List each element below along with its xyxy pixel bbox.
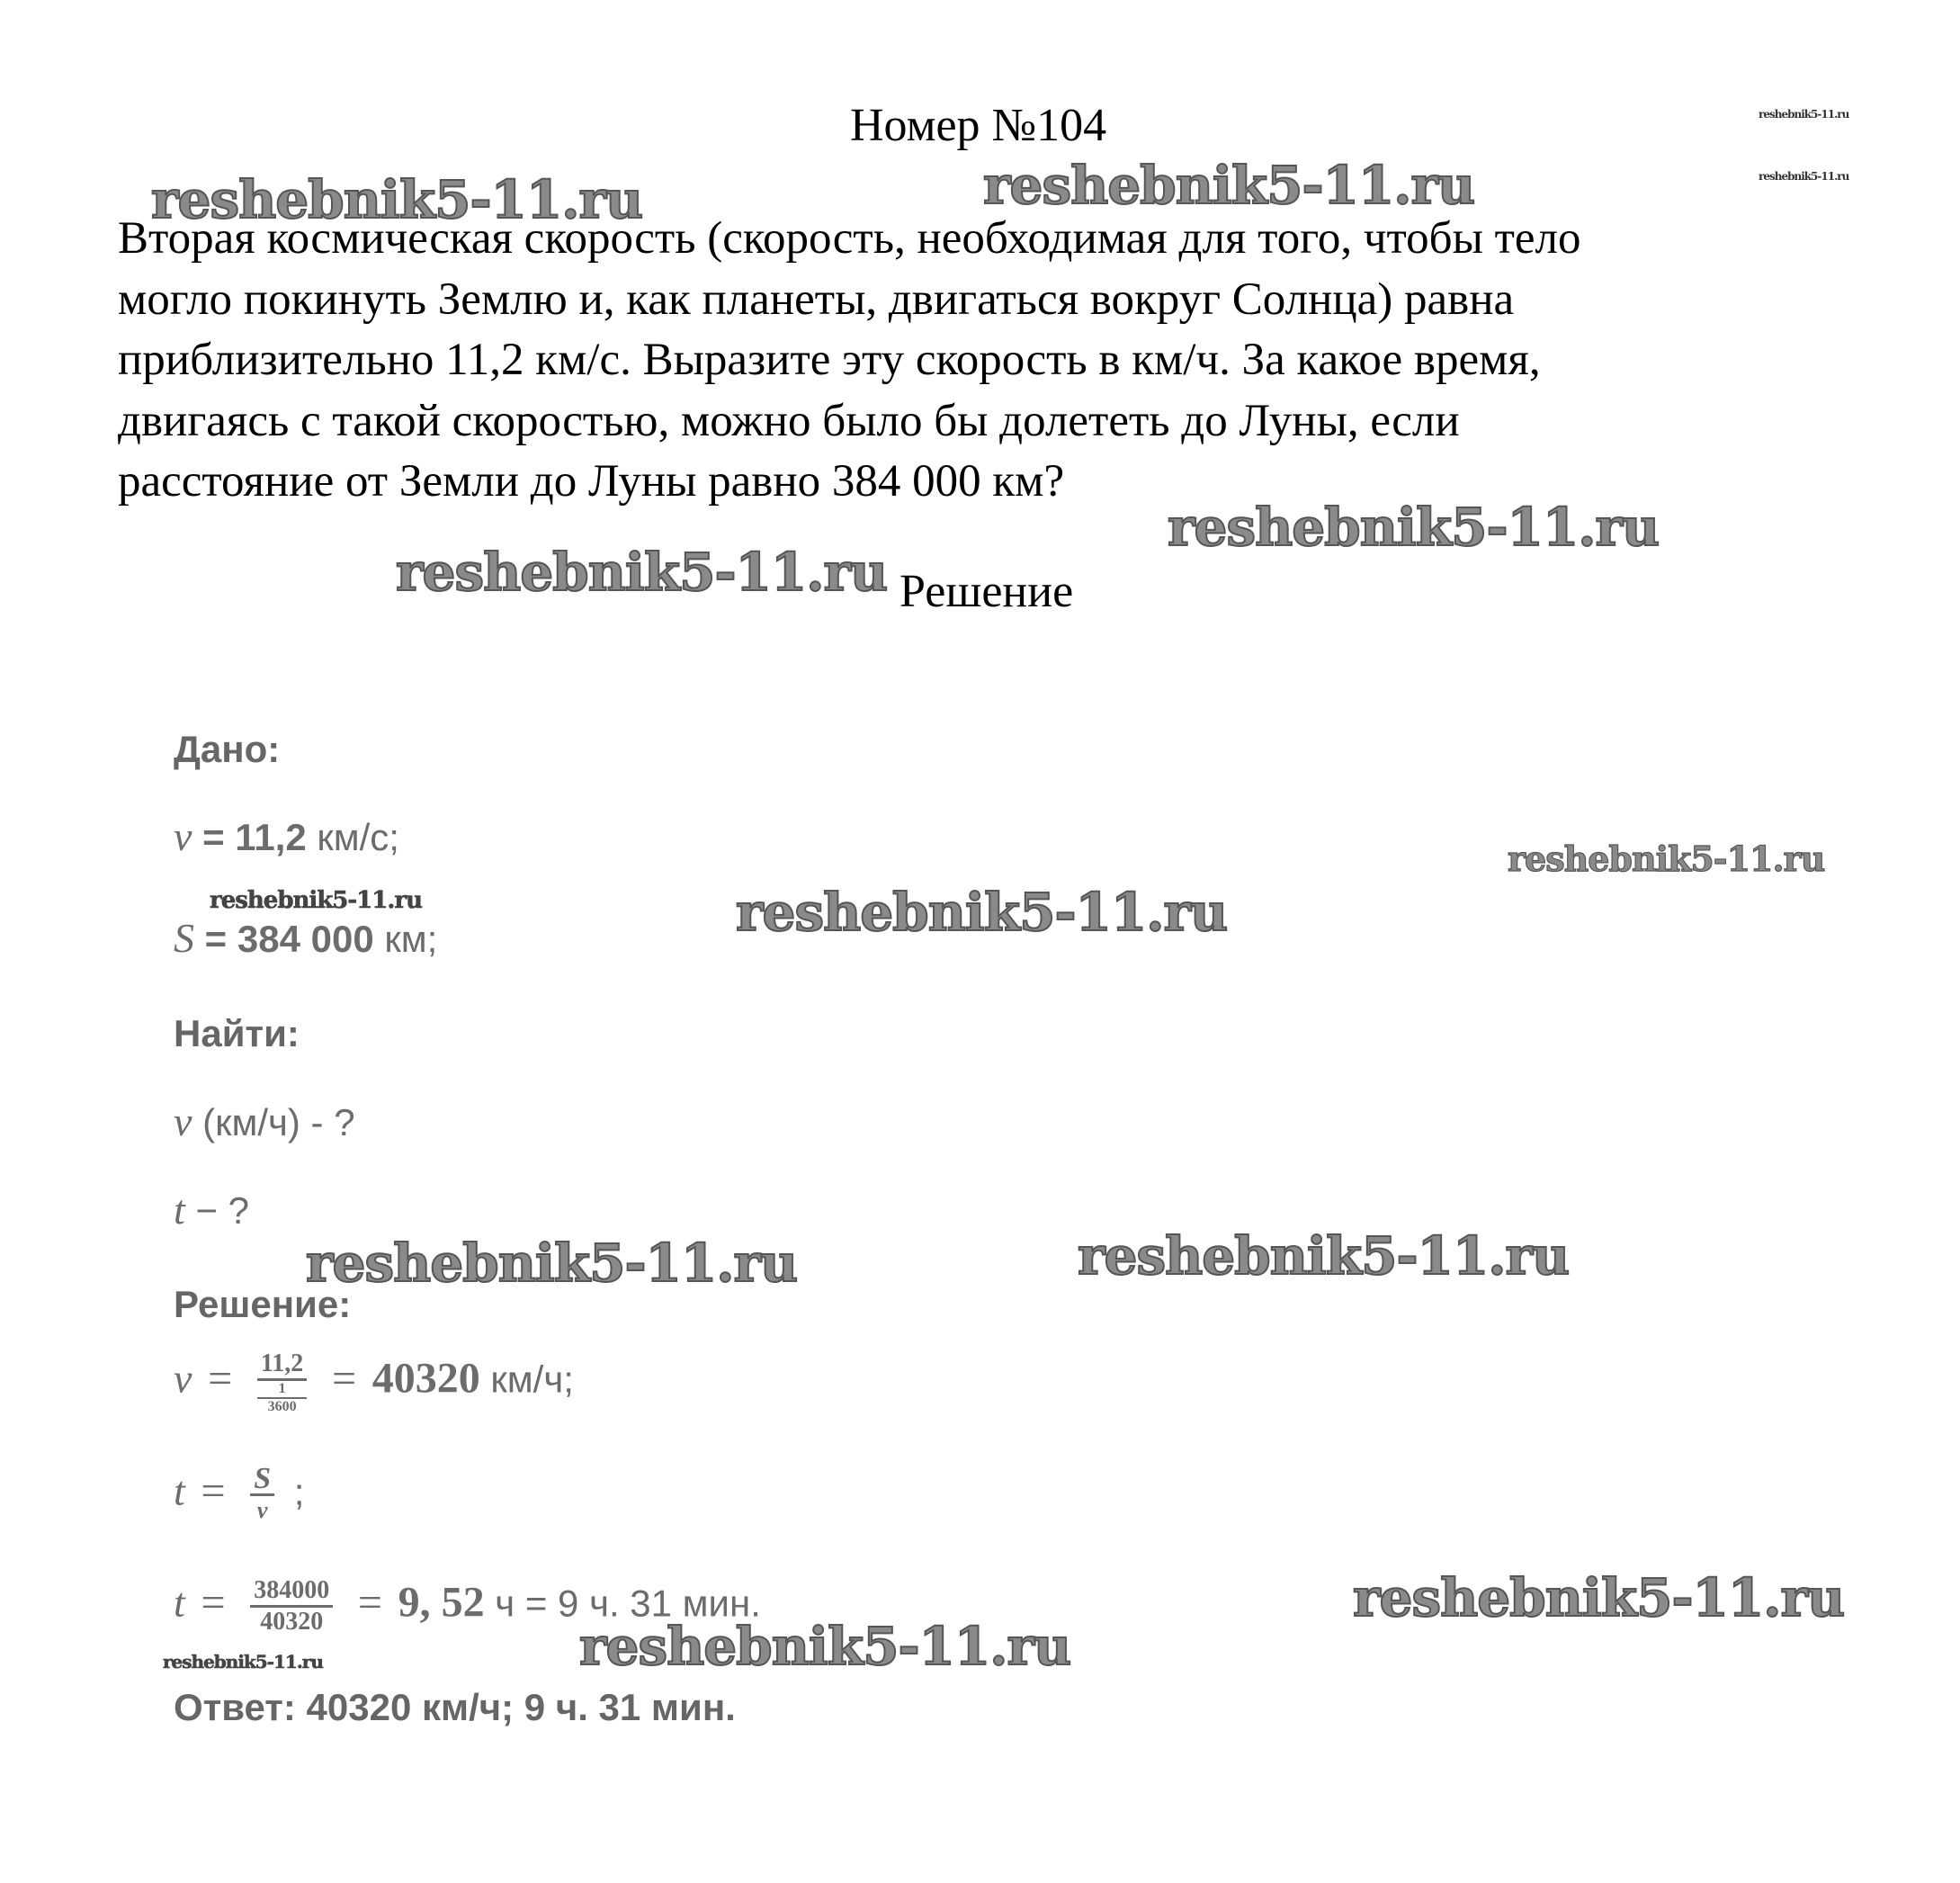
problem-line: двигаясь с такой скоростью, можно было бы долететь до Луны, если — [118, 395, 1460, 446]
watermark: reshebnik5-11.ru — [1168, 497, 1660, 558]
find-time-text: − ? — [195, 1189, 250, 1232]
watermark: reshebnik5-11.ru — [1508, 838, 1825, 879]
watermark: reshebnik5-11.ru — [210, 887, 423, 914]
equals-sign: = — [201, 1578, 226, 1627]
nested-fraction — [257, 1381, 307, 1415]
velocity-result: 40320 — [371, 1354, 480, 1403]
calc-velocity — [174, 1349, 574, 1415]
equals-sign: = — [201, 1466, 226, 1515]
variable-s: S — [174, 915, 194, 961]
equals-sign: = — [331, 1354, 357, 1403]
answer-line: Ответ: 40320 км/ч; 9 ч. 31 мин. — [174, 1686, 736, 1728]
find-time — [174, 1188, 249, 1233]
given-distance-value: = 384 000 — [204, 918, 374, 960]
find-velocity-text: (км/ч) - ? — [202, 1101, 355, 1143]
time-result-unit: ч = 9 ч. 31 мин. — [495, 1582, 761, 1625]
watermark: reshebnik5-11.ru — [163, 1651, 323, 1672]
fraction — [257, 1349, 307, 1415]
watermark: reshebnik5-11.ru — [1353, 1567, 1845, 1628]
fraction — [250, 1462, 274, 1525]
watermark: reshebnik5-11.ru — [151, 169, 643, 230]
variable-t: t — [174, 1187, 185, 1233]
variable-v: v — [174, 1098, 192, 1144]
formula-time — [174, 1462, 305, 1525]
given-distance — [174, 916, 437, 962]
fraction — [250, 1576, 333, 1636]
find-velocity — [174, 1099, 355, 1145]
fraction-numerator: S — [250, 1465, 274, 1496]
formula-tail: ; — [293, 1470, 305, 1513]
given-velocity — [174, 814, 399, 860]
watermark: reshebnik5-11.ru — [1078, 1225, 1570, 1287]
variable-t: t — [174, 1579, 185, 1626]
problem-line: Вторая космическая скорость (скорость, необходимая для того, чтобы тело — [118, 213, 1581, 264]
fraction-numerator: 11,2 — [257, 1349, 307, 1381]
time-result: 9, 52 — [398, 1578, 485, 1627]
problem-line: расстояние от Земли до Луны равно 384 000 км? — [118, 456, 1065, 507]
problem-line: приблизительно 11,2 км/с. Выразите эту скорость в км/ч. За какое время, — [118, 335, 1541, 385]
velocity-result-unit: км/ч; — [490, 1358, 574, 1401]
find-label: Найти: — [174, 1012, 300, 1054]
watermark: reshebnik5-11.ru — [736, 882, 1228, 943]
nested-denominator: 3600 — [267, 1399, 297, 1414]
problem-statement — [118, 209, 1872, 513]
given-velocity-value: = 11,2 — [202, 816, 307, 858]
given-velocity-unit: км/с; — [317, 816, 399, 858]
solution-label: Решение: — [174, 1283, 352, 1325]
given-distance-unit: км; — [384, 918, 438, 960]
fraction-denominator: v — [256, 1497, 268, 1523]
fraction-denominator: 40320 — [260, 1608, 324, 1636]
watermark: reshebnik5-11.ru — [306, 1233, 798, 1294]
watermark: reshebnik5-11.ru — [983, 155, 1475, 216]
watermark: reshebnik5-11.ru — [396, 542, 888, 603]
variable-v: v — [174, 813, 192, 859]
page-title: Номер №104 — [850, 100, 1107, 151]
equals-sign: = — [208, 1354, 233, 1403]
variable-v: v — [174, 1355, 192, 1402]
solution-heading: Решение — [899, 566, 1074, 617]
equals-sign: = — [357, 1578, 382, 1627]
nested-numerator: 1 — [257, 1381, 307, 1399]
watermark: reshebnik5-11.ru — [579, 1616, 1071, 1677]
given-label: Дано: — [174, 728, 281, 770]
variable-t: t — [174, 1467, 185, 1514]
watermark: reshebnik5-11.ru — [1759, 170, 1849, 183]
watermark: reshebnik5-11.ru — [1759, 108, 1849, 121]
problem-line: могло покинуть Землю и, как планеты, двигаться вокруг Солнца) равна — [118, 273, 1515, 325]
fraction-numerator: 384000 — [250, 1576, 333, 1608]
